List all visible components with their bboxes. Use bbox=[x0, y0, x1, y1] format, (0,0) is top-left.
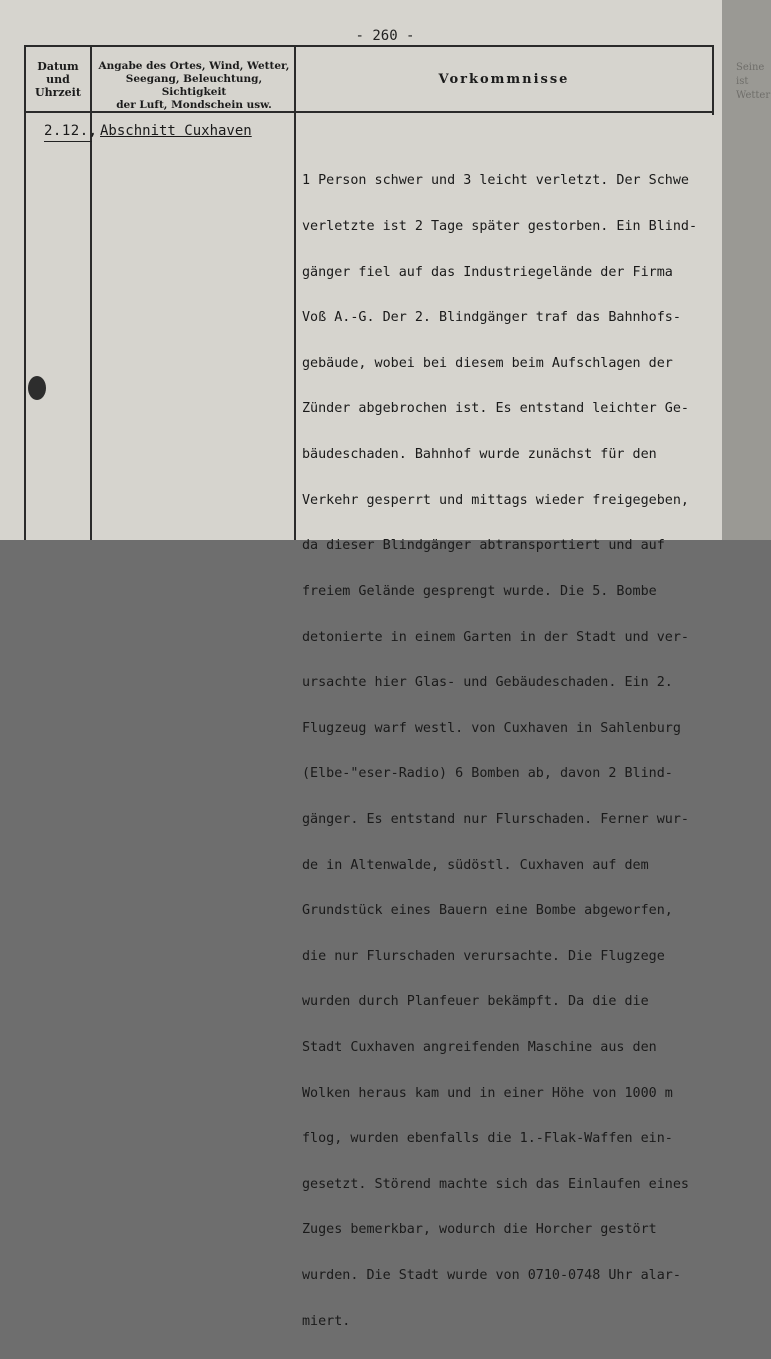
text-line: verletzte ist 2 Tage später gestorben. Ein Blind- bbox=[302, 219, 698, 235]
text-line: Zuges bemerkbar, wodurch die Horcher gestört bbox=[302, 1222, 657, 1238]
text-line: Zünder abgebrochen ist. Es entstand leichter Ge- bbox=[302, 401, 689, 417]
text-line: miert. bbox=[302, 1313, 351, 1329]
text-line: die nur Flurschaden verursachte. Die Flugzege bbox=[302, 948, 665, 964]
header-col2-line3: der Luft, Mondschein usw. bbox=[116, 99, 272, 111]
header-col1-line1: Datum bbox=[37, 60, 79, 73]
left-border bbox=[24, 45, 26, 540]
col1-divider bbox=[90, 45, 92, 540]
right-border bbox=[712, 45, 714, 115]
text-line: da dieser Blindgänger abtransportiert und auf bbox=[302, 538, 665, 554]
bleed-text-3: Wetter bbox=[736, 90, 771, 101]
header-col2-line2: Seegang, Beleuchtung, Sichtigkeit bbox=[125, 73, 263, 98]
text-line: wurden. Die Stadt wurde von 0710-0748 Uhr alar- bbox=[302, 1268, 681, 1284]
header-col1-line3: Uhrzeit bbox=[35, 86, 81, 99]
col2-divider bbox=[294, 45, 296, 540]
text-line: Flugzeug warf westl. von Cuxhaven in Sahlenburg bbox=[302, 720, 681, 736]
punch-hole bbox=[28, 376, 46, 400]
text-line: Voß A.-G. Der 2. Blindgänger traf das Bahnhofs- bbox=[302, 310, 681, 326]
text-line: gesetzt. Störend machte sich das Einlaufen eines bbox=[302, 1176, 689, 1192]
table-top-rule bbox=[24, 45, 714, 47]
text-line: flog, wurden ebenfalls die 1.-Flak-Waffen ein- bbox=[302, 1131, 673, 1147]
text-line: 1 Person schwer und 3 leicht verletzt. Der Schwe bbox=[302, 173, 689, 189]
entry-text bbox=[302, 143, 762, 1359]
text-line: wurden durch Planfeuer bekämpft. Da die die bbox=[302, 994, 649, 1010]
entry-date-underline bbox=[44, 141, 92, 142]
text-line: bäudeschaden. Bahnhof wurde zunächst für den bbox=[302, 447, 657, 463]
header-vorkommnisse: Vorkommnisse bbox=[438, 72, 570, 87]
entry-date-value: 2.12. bbox=[44, 123, 89, 139]
header-datum-uhrzeit bbox=[26, 60, 90, 99]
text-line: Verkehr gesperrt und mittags wieder freigegeben, bbox=[302, 492, 689, 508]
header-ort-wetter bbox=[94, 60, 294, 112]
entry-place: Abschnitt Cuxhaven bbox=[100, 123, 252, 139]
bleed-text-2: ist bbox=[736, 76, 749, 87]
text-line: gänger fiel auf das Industriegelände der Firma bbox=[302, 264, 673, 280]
text-line: (Elbe-"eser-Radio) 6 Bomben ab, davon 2 Blind- bbox=[302, 766, 673, 782]
text-line: detonierte in einem Garten in der Stadt und ver- bbox=[302, 629, 689, 645]
text-line: Grundstück eines Bauern eine Bombe abgeworfen, bbox=[302, 903, 673, 919]
page-number: - 260 - bbox=[355, 28, 415, 44]
entry-date-suffix: , bbox=[88, 123, 98, 139]
text-line: gänger. Es entstand nur Flurschaden. Ferner wur- bbox=[302, 811, 689, 827]
header-col2-line1: Angabe des Ortes, Wind, Wetter, bbox=[98, 60, 290, 72]
text-line: Stadt Cuxhaven angreifenden Maschine aus den bbox=[302, 1039, 657, 1055]
text-line: Wolken heraus kam und in einer Höhe von 1000 m bbox=[302, 1085, 673, 1101]
text-line: gebäude, wobei bei diesem beim Aufschlagen der bbox=[302, 355, 673, 371]
text-line: freiem Gelände gesprengt wurde. Die 5. Bombe bbox=[302, 583, 657, 599]
text-line: ursachte hier Glas- und Gebäudeschaden. Ein 2. bbox=[302, 675, 673, 691]
text-line: de in Altenwalde, südöstl. Cuxhaven auf dem bbox=[302, 857, 649, 873]
bleed-text-1: Seine bbox=[736, 62, 765, 73]
entry-date bbox=[44, 123, 98, 139]
header-col1-line2: und bbox=[46, 73, 70, 86]
